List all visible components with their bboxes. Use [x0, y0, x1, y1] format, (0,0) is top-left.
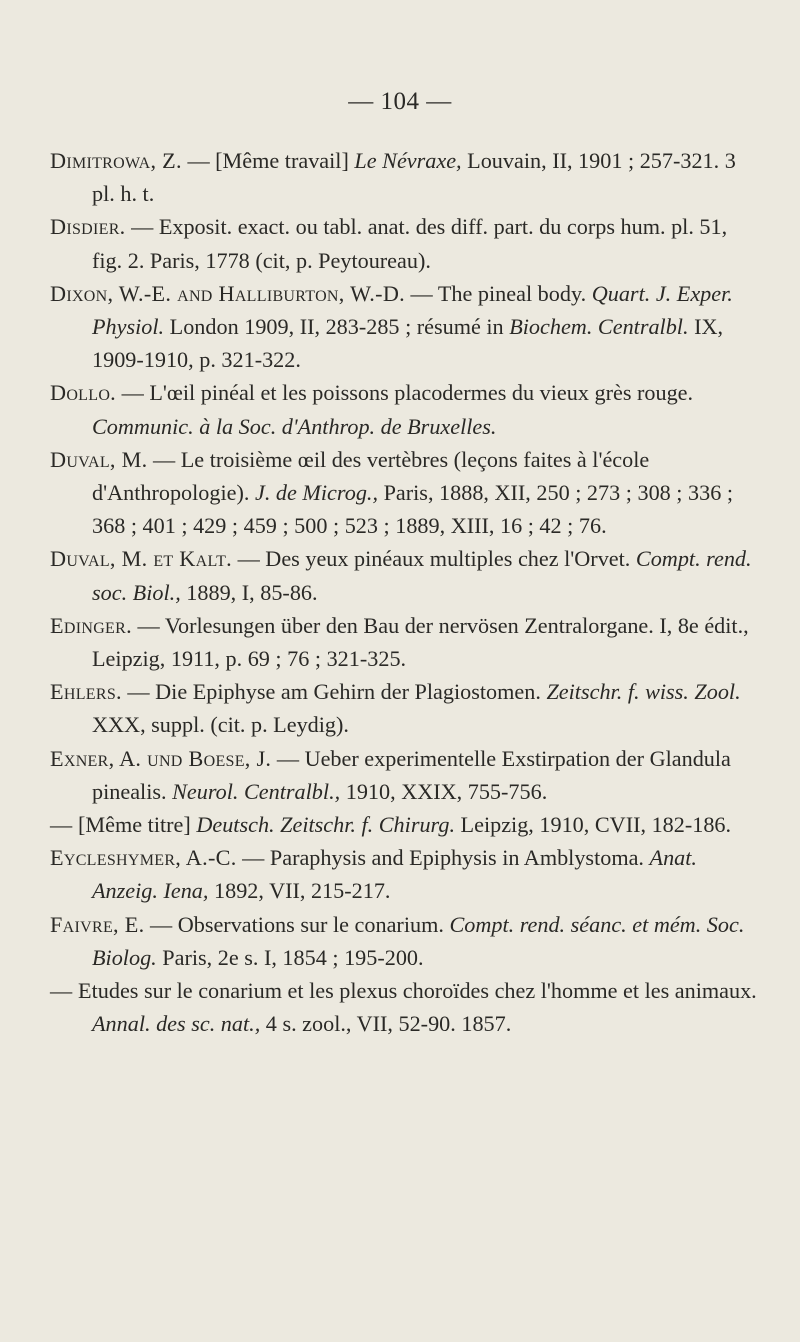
entry-author: Eycleshymer, A.-C.	[50, 845, 237, 871]
entry-text: XXX, suppl. (cit. p. Leydig).	[92, 712, 349, 738]
entry-author: —	[50, 978, 73, 1004]
bibliography-entry	[50, 841, 760, 907]
entry-text: 1889, I, 85-86.	[180, 579, 318, 605]
bibliography-entry	[50, 609, 760, 675]
entry-text: Paris, 2e s. I, 1854 ; 195-200.	[156, 944, 424, 970]
entry-journal: J. de Microg.,	[254, 480, 379, 506]
bibliography-entry	[50, 144, 760, 210]
entry-author: Edinger.	[50, 612, 132, 638]
entry-text: London 1909, II, 283-285 ; résumé in	[164, 314, 510, 340]
entry-text: — Exposit. exact. ou tabl. anat. des diff. part. du corps hum. pl. 51, fig. 2. Paris, 1778 (cit, p. Peytoureau).	[92, 214, 728, 273]
entry-journal: Neurol. Centralbl.,	[172, 778, 341, 804]
entry-text: — Des yeux pinéaux multiples chez l'Orvet.	[232, 546, 636, 572]
entry-author: Duval, M. et Kalt.	[50, 546, 233, 572]
bibliography-entry	[50, 376, 760, 442]
bibliography-entry	[50, 210, 760, 276]
entry-author: Dixon, W.-E. and Halliburton, W.-D.	[50, 280, 405, 306]
entry-journal: Quart. J. Exper. Physiol.	[92, 280, 733, 340]
entry-text: — The pineal body.	[405, 280, 592, 306]
bibliography-list	[50, 144, 760, 1040]
bibliography-entry	[50, 443, 760, 543]
entry-journal: Le Névraxe,	[354, 148, 462, 173]
entry-journal: Anat. Anzeig. Iena,	[92, 845, 697, 904]
entry-journal: Zeitschr. f. wiss. Zool.	[546, 679, 741, 705]
entry-text: Leipzig, 1910, CVII, 182-186.	[455, 812, 732, 838]
entry-author: Exner, A. und Boese, J.	[50, 745, 272, 771]
entry-author: Dollo.	[50, 380, 117, 406]
entry-journal: Deutsch. Zeitschr. f. Chirurg.	[196, 812, 455, 838]
entry-journal: Communic. à la Soc. d'Anthrop. de Bruxelles.	[92, 413, 497, 439]
bibliography-entry	[50, 974, 760, 1040]
bibliography-entry	[50, 277, 760, 377]
entry-text: — L'œil pinéal et les poissons placodermes du vieux grès rouge.	[116, 380, 694, 406]
entry-author: Dimitrowa, Z.	[50, 148, 182, 173]
entry-journal: Annal. des sc. nat.,	[92, 1011, 261, 1037]
bibliography-entry	[50, 908, 760, 974]
entry-journal: Compt. rend. séanc. et mém. Soc. Biolog.	[92, 911, 745, 970]
entry-journal: Compt. rend. soc. Biol.,	[92, 546, 752, 605]
bibliography-entry	[50, 675, 760, 741]
page-number-header: — 104 —	[348, 88, 452, 115]
entry-text: — Paraphysis and Epiphysis in Amblystoma.	[236, 845, 650, 871]
entry-text: — Observations sur le conarium.	[144, 911, 450, 937]
entry-text: Paris, 1888, XII, 250 ; 273 ; 308 ; 336 ; 368 ; 401 ; 429 ; 459 ; 500 ; 523 ; 1889, XIII, 16 ; 42 ; 76.	[92, 480, 734, 539]
entry-text: IX, 1909-1910, p. 321-322.	[92, 314, 724, 373]
entry-text: 1910, XXIX, 755-756.	[340, 778, 548, 804]
entry-text: — Die Epiphyse am Gehirn der Plagiostomen.	[121, 679, 547, 705]
entry-author: Duval, M.	[50, 446, 148, 472]
bibliography-entry	[50, 742, 760, 808]
bibliography-entry	[50, 808, 760, 841]
entry-text: 1892, VII, 215-217.	[208, 878, 391, 904]
entry-author: Faivre, E.	[50, 911, 145, 937]
entry-text: — Vorlesungen über den Bau der nervösen Zentralorgane. I, 8e édit., Leipzig, 1911, p. 69 ; 76 ; 321-325.	[92, 612, 749, 672]
entry-text: 4 s. zool., VII, 52-90. 1857.	[260, 1011, 512, 1037]
entry-text: [Même titre]	[72, 812, 197, 838]
entry-author: Ehlers.	[50, 679, 122, 705]
entry-text: Louvain, II, 1901 ; 257-321. 3 pl. h. t.	[92, 148, 736, 207]
entry-text: — Le troisième œil des vertèbres (leçons faites à l'école d'Anthropologie).	[92, 446, 650, 506]
entry-text: Etudes sur le conarium et les plexus choroïdes chez l'homme et les animaux.	[72, 978, 757, 1004]
entry-author: —	[50, 812, 73, 838]
entry-journal: Biochem. Centralbl.	[509, 314, 689, 340]
entry-text: — [Même travail]	[181, 148, 355, 173]
bibliography-entry	[50, 542, 760, 608]
entry-author: Disdier.	[50, 214, 126, 240]
entry-text: — Ueber experimentelle Exstirpation der Glandula pinealis.	[92, 745, 731, 804]
